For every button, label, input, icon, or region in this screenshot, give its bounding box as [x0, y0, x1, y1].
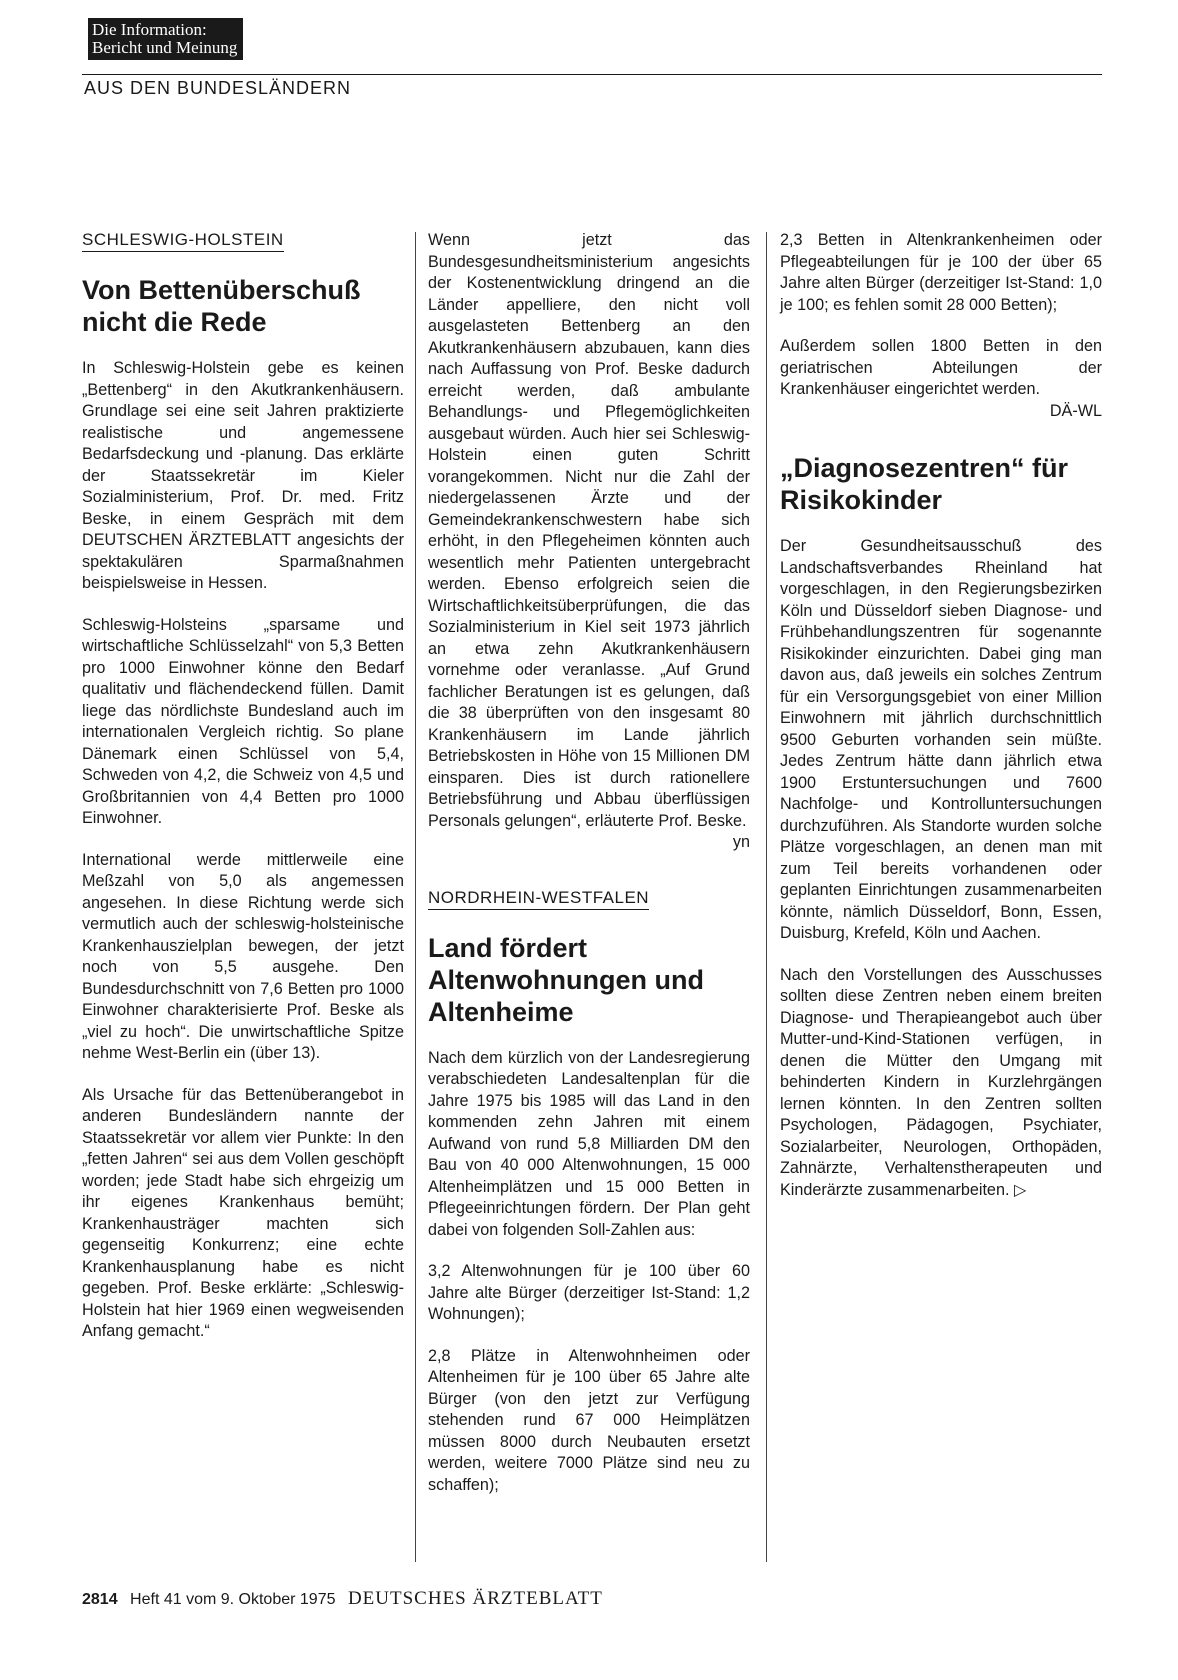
paragraph: 2,3 Betten in Altenkrankenheimen oder Pflegeabteilungen für je 100 der über 65 Jahre alten Bürger (derzeitiger Ist-Stand: 1,0 je 100; es fehlen somit 28 000 Betten);: [780, 231, 1102, 314]
continue-arrow-icon: ▷: [1013, 1180, 1027, 1199]
rubric-line-2: Bericht und Meinung: [92, 38, 238, 57]
paragraph: Nach dem kürzlich von der Landesregierung verabschiedeten Landesaltenplan für die Jahre 1975 bis 1985 will das Land in den kommenden zehn Jahren mit einem Aufwand von rund 5,8 Milliarden DM den Bau von 40 000 Altenwohnungen, 15 000 Altenheimplätzen und 15 000 Betten in Pflegeeinrichtungen fördern. Der Plan geht dabei von folgenden Soll-Zahlen aus:: [428, 1048, 750, 1239]
article-kicker: NORDRHEIN-WESTFALEN: [428, 888, 649, 910]
rubric-badge: [88, 18, 243, 60]
paragraph: Als Ursache für das Bettenüberangebot in anderen Bundesländern nannte der Staatssekretär vor allem vier Punkte: In den „fetten Jahren“ sei aus dem Vollen geschöpft worden; jede Stadt habe sich ehrgeizig um ihr eigenes Krankenhaus bemüht; Krankenhausträger machten sich gegenseitig Konkurrenz; eine echte Krankenhausplanung habe es nicht gegeben. Prof. Beske erklärte: „Schleswig-Holstein hat hier 1969 einen wegweisenden Anfang gemacht.“: [82, 1085, 404, 1340]
column-2: [428, 230, 750, 1516]
article-kicker: SCHLESWIG-HOLSTEIN: [82, 230, 284, 252]
author-signature: yn: [732, 833, 750, 851]
page-footer: [82, 1588, 603, 1610]
paragraph: Schleswig-Holsteins „sparsame und wirtschaftliche Schlüsselzahl“ von 5,3 Betten pro 1000 Einwohner könne den Bedarf qualitativ und flächendeckend füllen. Damit liege das nördlichste Bundesland auch im internationalen Vergleich richtig. So plane Dänemark einen Schlüssel von 5,4, Schweden von 4,2, die Schweiz von 4,5 und Großbritannien von 4,4 Betten pro 1000 Einwohner.: [82, 615, 404, 827]
paragraph: In Schleswig-Holstein gebe es keinen „Bettenberg“ in den Akutkrankenhäusern. Grundlage sei eine seit Jahren praktizierte realistische und angemessene Bedarfsdeckung und -planung. Das erklärte der Staatssekretär im Kieler Sozialministerium, Prof. Dr. med. Fritz Beske, in einem Gespräch mit dem DEUTSCHEN ÄRZTEBLATT angesichts der spektakulären Sparmaßnahmen beispielsweise in Hessen.: [82, 359, 404, 592]
paragraph: [780, 965, 1102, 1202]
paragraph: 3,2 Altenwohnungen für je 100 über 60 Jahre alte Bürger (derzeitiger Ist-Stand: 1,2 Wohnungen);: [428, 1262, 750, 1323]
magazine-name: DEUTSCHES ÄRZTEBLATT: [347, 1588, 603, 1609]
paragraph-text: Nach den Vorstellungen des Ausschusses sollten diese Zentren neben einem breiten Diagnose- und Therapieangebot auch über Mutter-und-Kind-Stationen verfügen, in denen die Mütter den Umgang mit behinderten Kindern in Kurzlehrgängen lernen könnten. In den Zentren sollten Psychologen, Pädagogen, Psychiater, Sozialarbeiter, Neurologen, Orthopäden, Zahnärzte, Verhaltenstherapeuten und Kinderärzte zusammenarbeiten.: [780, 965, 1102, 1199]
article-headline: Von Bettenüberschuß nicht die Rede: [82, 275, 361, 337]
column-3: [780, 230, 1102, 1221]
article-headline: „Diagnosezentren“ für Risikokinder: [780, 453, 1069, 515]
issue-info: Heft 41 vom 9. Oktober 1975: [130, 1591, 336, 1608]
section-title: AUS DEN BUNDESLÄNDERN: [84, 78, 352, 98]
column-divider: [415, 232, 416, 1562]
paragraph: Außerdem sollen 1800 Betten in den geriatrischen Abteilungen der Krankenhäuser eingerichtet werden.: [780, 337, 1102, 398]
page-number: 2814: [82, 1591, 118, 1608]
paragraph: 2,8 Plätze in Altenwohnheimen oder Altenheimen für je 100 über 65 Jahre alte Bürger (von den jetzt zur Verfügung stehenden rund 67 000 Heimplätzen müssen 8000 durch Neubauten ersetzt werden, weitere 7000 Plätze sind neu zu schaffen);: [428, 1346, 750, 1494]
paragraph: Der Gesundheitsausschuß des Landschaftsverbandes Rheinland hat vorgeschlagen, in den Regierungsbezirken Köln und Düsseldorf sieben Diagnose- und Frühbehandlungszentren für sogenannte Risikokinder einzurichten. Dabei ging man davon aus, daß jeweils ein solches Zentrum für ein Versorgungsgebiet von einer Million Einwohnern mit jährlich durchschnittlich 9500 Geburten vorhanden sein müßte. Jedes Zentrum hätte dann jährlich etwa 1900 Erstuntersuchungen und 7600 Nachfolge- und Kontrolluntersuchungen durchzuführen. Als Standorte wurden solche Plätze vorgeschlagen, an denen man mit zum Teil bereits vorhandenen oder geplanten Einrichtungen zusammenarbeiten könnte, nämlich Düsseldorf, Bonn, Essen, Duisburg, Krefeld, Köln und Aachen.: [780, 537, 1102, 942]
column-1: [82, 230, 404, 1363]
column-divider: [766, 232, 767, 1562]
paragraph: International werde mittlerweile eine Meßzahl von 5,0 als angemessen angesehen. In diese Richtung werde sich vermutlich auch der schleswig-holsteinische Krankenhauszielplan bewegen, der jetzt noch von 5,5 ausgehe. Den Bundesdurchschnitt von 7,6 Betten pro 1000 Einwohner charakterisierte Prof. Beske als „viel zu hoch“. Die unwirtschaftliche Spitze nehme West-Berlin ein (über 13).: [82, 850, 404, 1062]
article-headline: Land fördert Altenwohnungen und Altenheime: [428, 932, 704, 1027]
rubric-line-1: Die Information:: [92, 20, 207, 39]
author-signature: DÄ-WL: [1049, 401, 1102, 420]
header-rule: [82, 74, 1102, 75]
paragraph: Wenn jetzt das Bundesgesundheitsministerium angesichts der Kostenentwicklung dringend an die Länder appelliere, den nicht voll ausgelasteten Bettenberg an den Akutkrankenhäusern abzubauen, kann dies nach Auffassung von Prof. Beske dadurch erreicht werden, daß ambulante Behandlungs- und Pflegemöglichkeiten ausgebaut würden. Auch hier sei Schleswig-Holstein einen guten Schritt vorangekommen. Nicht nur die Zahl der niedergelassenen Ärzte und der Gemeindekrankenschwestern habe sich erhöht, in den Pflegeheimen könnten auch wesentlich mehr Patienten untergebracht werden. Ebenso erfolgreich seien die Wirtschaftlichkeitsüberprüfungen, die das Sozialministerium in Kiel seit 1973 jährlich an etwa zehn Akutkrankenhäusern vornehme oder veranlasse. „Auf Grund fachlicher Beratungen ist es gelungen, daß die 38 überprüften von den insgesamt 80 Krankenhäusern im Lande jährlich Betriebskosten in Höhe von 15 Millionen DM einsparen. Dies ist durch rationellere Betriebsführung und Abbau überflüssigen Personals gelungen“, erläuterte Prof. Beske.: [428, 231, 750, 830]
